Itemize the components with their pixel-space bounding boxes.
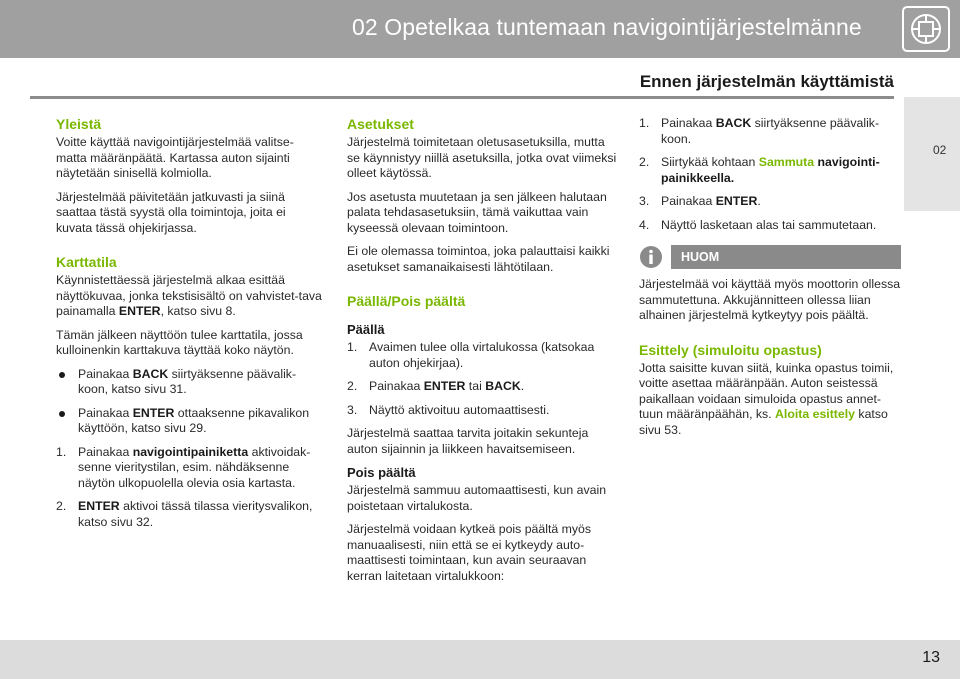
heading-off: Pois päältä bbox=[347, 465, 416, 480]
paragraph: Voitte käyttää navigointijärjestelmää valitse-matta määränpäätä. Kartassa auton sijainti näytetään sinisellä kolmiolla. bbox=[56, 135, 294, 180]
list-item: Painakaa BACK siirtyäksenne päävalik-koon, katso sivu 31. bbox=[56, 367, 324, 398]
list-item: 1. Avaimen tulee olla virtalukossa (katsokaa auton ohjekirjaa). bbox=[347, 340, 595, 370]
note-label: HUOM bbox=[671, 245, 901, 269]
heading-general: Yleistä bbox=[56, 116, 102, 132]
heading-on-off: Päällä/Pois päältä bbox=[347, 293, 466, 309]
paragraph: Järjestelmä voidaan kytkeä pois päältä myös manuaalisesti, niin että se ei kytkeydy auto-maattisesti toimintaan, kun avain seuraavan kerran laitetaan virtalukkoon: bbox=[347, 522, 592, 583]
paragraph: Jos asetusta muutetaan ja sen jälkeen halutaan palata tehdasasetuksiin, tämä vaikuttaa vain kyseessä olevaan toimintoon. bbox=[347, 189, 607, 235]
paragraph: Järjestelmä toimitetaan oletusasetuksilla, mutta se käynnistyy niillä asetuksilla, jotka ovat viimeksi olleet käytössä. bbox=[347, 135, 617, 180]
paragraph: Järjestelmä saattaa tarvita joitakin sekunteja auton sijainnin ja liikkeen havaitsemiseen. bbox=[347, 426, 589, 456]
paragraph: Tämän jälkeen näyttöön tulee karttatila, jossa kulloinenkin karttakuva täyttää koko näytön. bbox=[56, 327, 303, 357]
navigation-icon bbox=[902, 6, 950, 52]
paragraph: Ei ole olemassa toimintoa, joka palauttaisi kaikki asetukset samanaikaisesti lähtötilaan. bbox=[347, 244, 610, 274]
section-title: Ennen järjestelmän käyttämistä bbox=[639, 72, 894, 91]
bullet bbox=[59, 411, 65, 417]
list-item: 2. Siirtykää kohtaan Sammuta navigointi-painikkeella. bbox=[639, 155, 880, 185]
heading-settings: Asetukset bbox=[347, 116, 414, 132]
heading-map-mode: Karttatila bbox=[56, 254, 117, 270]
footer-bar bbox=[0, 640, 960, 679]
list-item: 3. Painakaa ENTER. bbox=[639, 194, 761, 208]
chapter-tab-label: 02 bbox=[933, 143, 947, 157]
section-divider bbox=[30, 96, 894, 99]
list-item: Painakaa ENTER ottaaksenne pikavalikon käyttöön, katso sivu 29. bbox=[56, 406, 324, 437]
bullet bbox=[59, 372, 65, 378]
info-icon bbox=[639, 245, 663, 269]
list-item: 2. Painakaa ENTER tai BACK. bbox=[347, 379, 525, 393]
note-text: Järjestelmää voi käyttää myös moottorin ollessa sammutettuna. Akkujännitteen ollessa liian alhainen järjestelmä kytkeytyy pois päältä. bbox=[639, 277, 901, 322]
column-steps bbox=[639, 116, 901, 446]
heading-demo: Esittely (simuloitu opastus) bbox=[639, 341, 822, 358]
column-general bbox=[56, 116, 324, 538]
list-item: 1. Painakaa navigointipainiketta aktivoidak-senne vieritystilan, esim. nähdäksenne näytön ulkopuolella olevia osia kartasta. bbox=[56, 444, 311, 490]
paragraph: Jotta saisitte kuvan siitä, kuinka opastus toimii, voitte asettaa määränpään. Auton seistessä paikallaan voidaan simuloida opastus annet-tuun määränpäähän, ks. Aloita esittely katso sivu 53. bbox=[639, 360, 894, 437]
chapter-tab bbox=[904, 97, 960, 211]
list-item: 4. Näyttö lasketaan alas tai sammutetaan. bbox=[639, 217, 877, 232]
list-item: 3. Näyttö aktivoituu automaattisesti. bbox=[347, 402, 550, 417]
paragraph: Järjestelmää päivitetään jatkuvasti ja siinä saattaa tästä syystä olla toimintoja, joita ei kuvata tässä ohjekirjassa. bbox=[56, 189, 286, 235]
paragraph: Järjestelmä sammuu automaattisesti, kun avain poistetaan virtalukosta. bbox=[347, 483, 607, 513]
heading-on: Päällä bbox=[347, 322, 385, 337]
note-header bbox=[639, 243, 901, 271]
list-item: 1. Painakaa BACK siirtyäksenne päävalik-koon. bbox=[639, 116, 880, 146]
page-title: 02 Opetelkaa tuntemaan navigointijärjestelmänne bbox=[352, 14, 862, 40]
paragraph: Käynnistettäessä järjestelmä alkaa esittää näyttökuvaa, jonka tekstisisältö on vahvistet-tava painamalla ENTER, katso sivu 8. bbox=[56, 273, 322, 318]
list-item: 2. ENTER aktivoi tässä tilassa vieritysvalikon, katso sivu 32. bbox=[56, 499, 313, 529]
column-settings bbox=[347, 116, 619, 592]
page-number: 13 bbox=[922, 649, 940, 666]
